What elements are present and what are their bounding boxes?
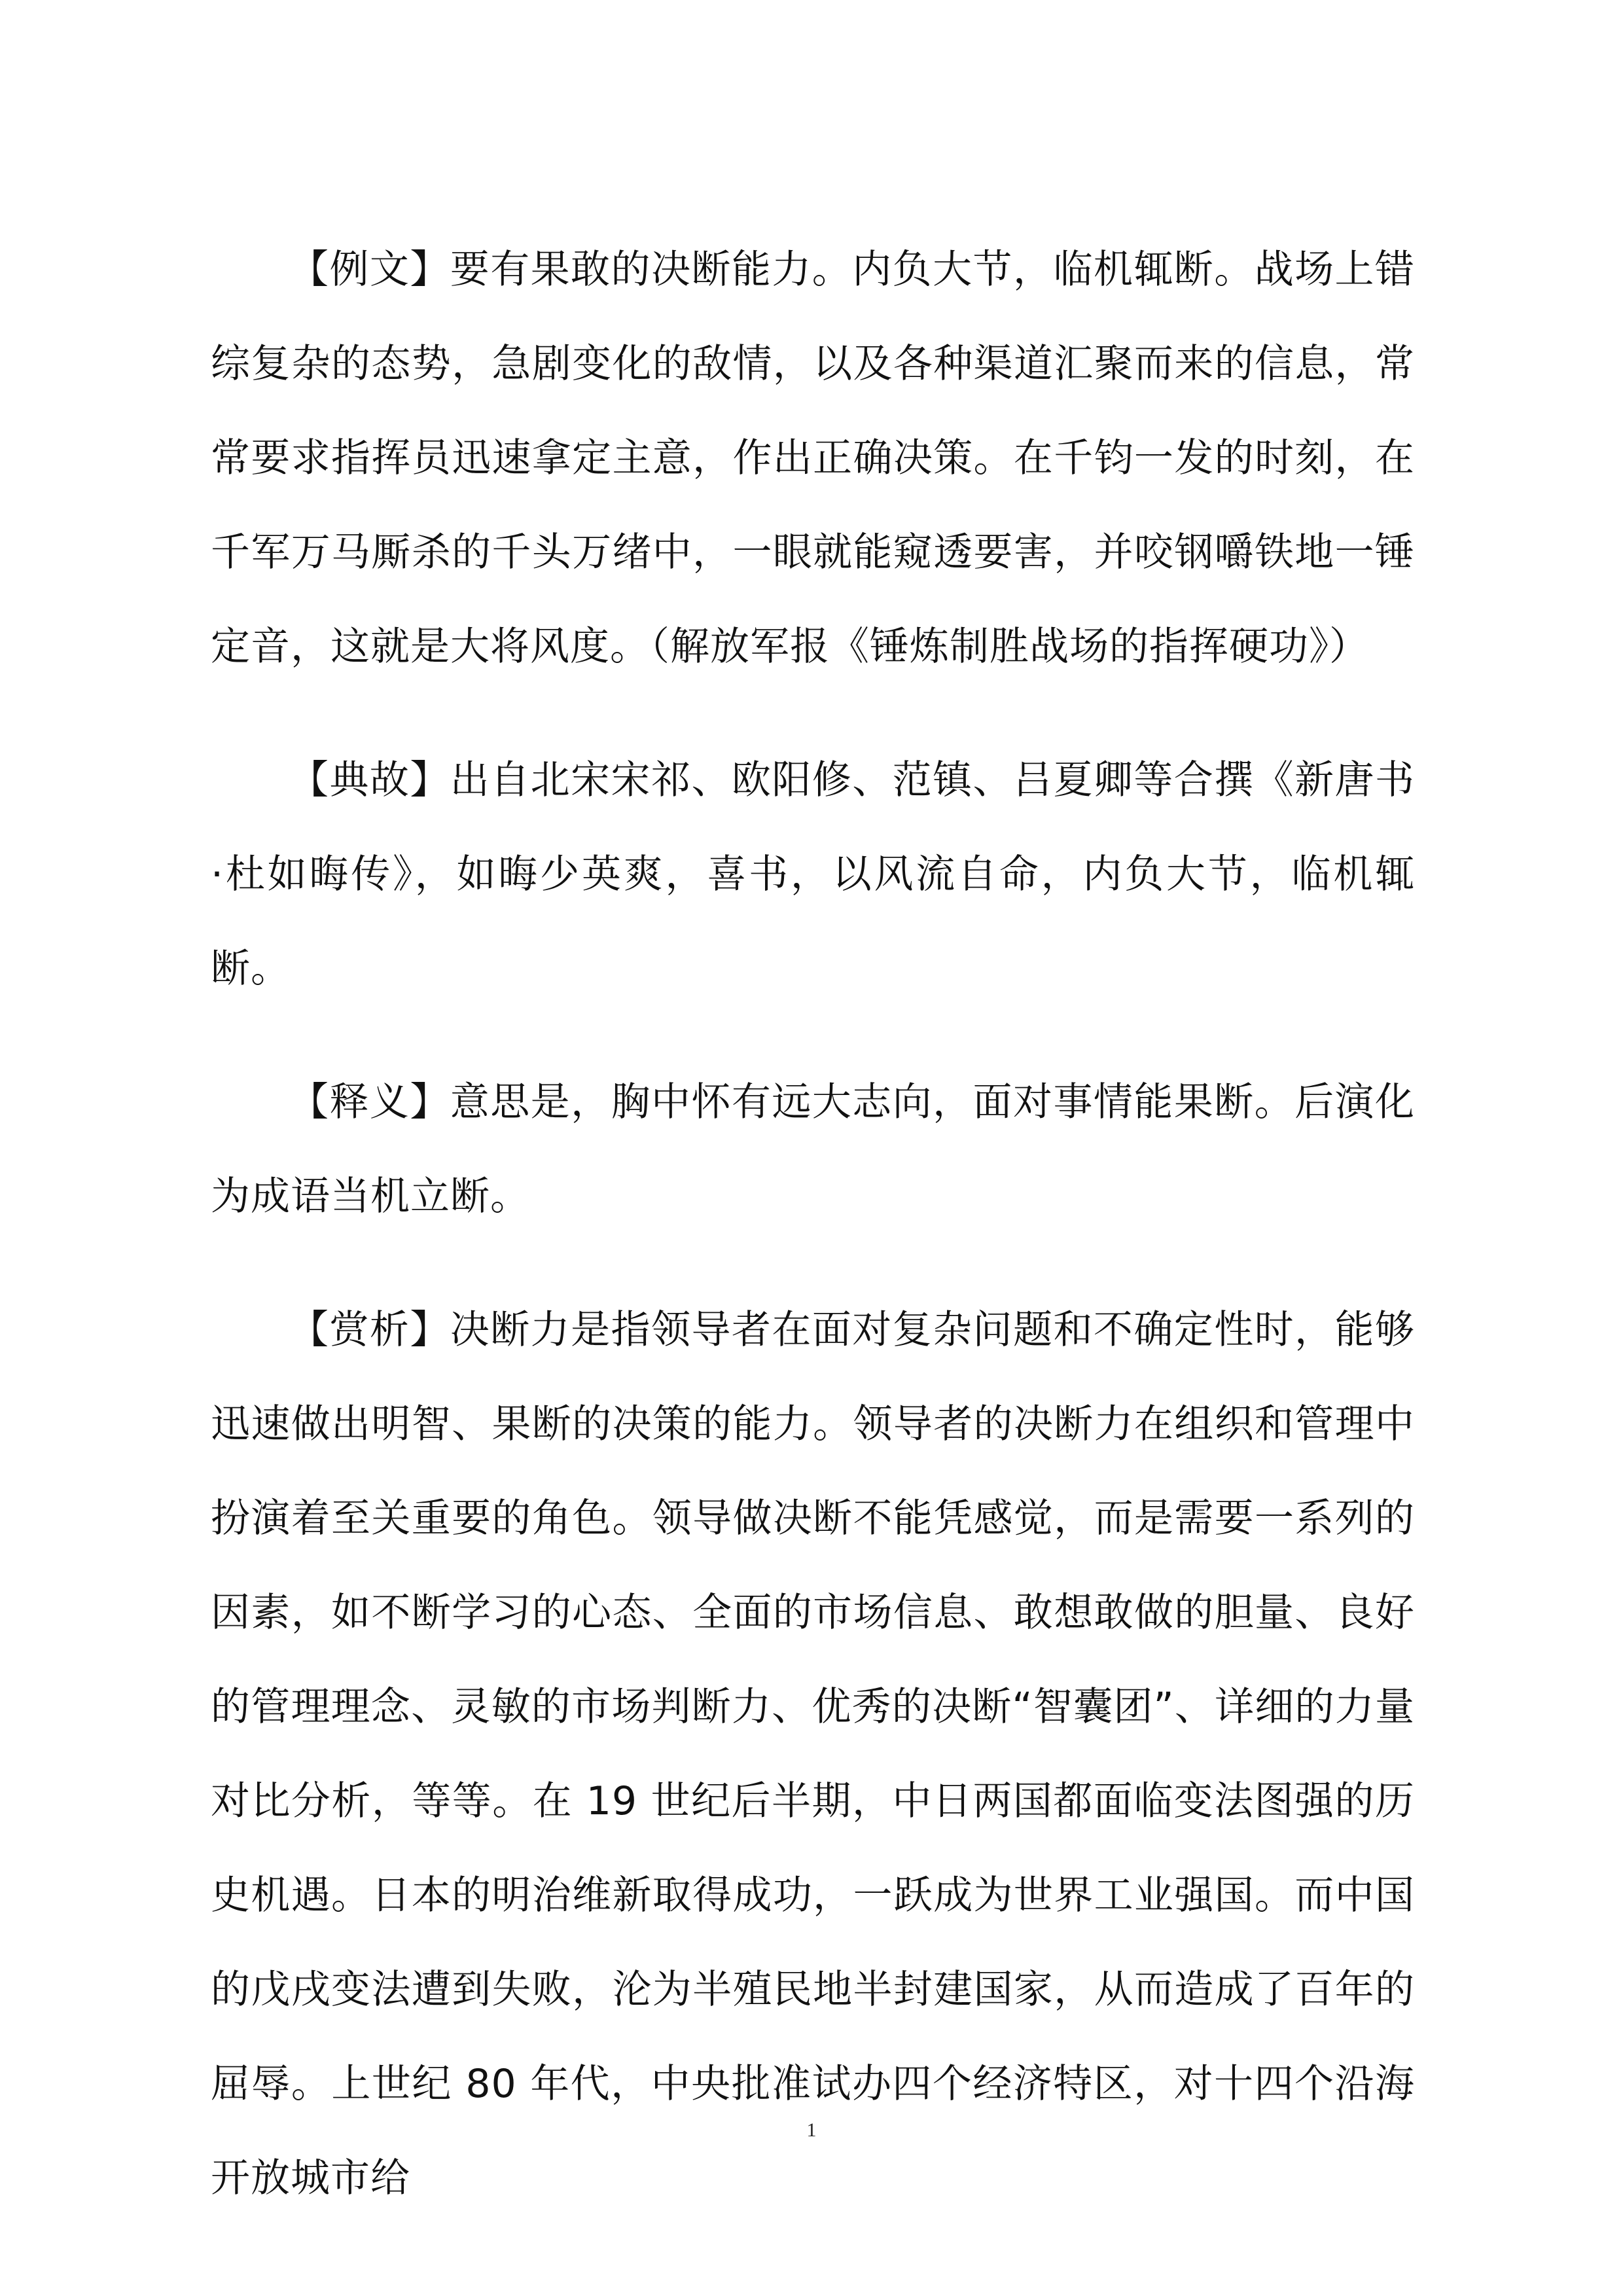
document-body xyxy=(211,223,1415,2265)
paragraph-allusion: 【典故】出自北宋宋祁、欧阳修、范镇、吕夏卿等合撰《新唐书·杜如晦传》，如晦少英爽，喜书，以风流自命，内负大节，临机辄断。 xyxy=(211,757,1415,992)
page-number: 1 xyxy=(806,2119,817,2141)
paragraph-example: 【例文】要有果敢的决断能力。内负大节，临机辄断。战场上错综复杂的态势，急剧变化的敌情，以及各种渠道汇聚而来的信息，常常要求指挥员迅速拿定主意，作出正确决策。在千钧一发的时刻，在千军万马厮杀的千头万绪中，一眼就能窥透要害，并咬钢嚼铁地一锤定音，这就是大将风度。（解放军报《锤炼制胜战场的指挥硬功》） xyxy=(211,247,1415,670)
paragraph-analysis: 【赏析】决断力是指领导者在面对复杂问题和不确定性时，能够迅速做出明智、果断的决策的能力。领导者的决断力在组织和管理中扮演着至关重要的角色。领导做决断不能凭感觉，而是需要一系列的因素，如不断学习的心态、全面的市场信息、敢想敢做的胆量、良好的管理理念、灵敏的市场判断力、优秀的决断“智囊团”、详细的力量对比分析，等等。在 19 世纪后半期，中日两国都面临变法图强的历史机遇。日本的明治维新取得成功，一跃成为世界工业强国。而中国的戊戌变法遭到失败，沦为半殖民地半封建国家，从而造成了百年的屈辱。上世纪 80 年代，中央批准试办四个经济特区，对十四个沿海开放城市给 xyxy=(211,1307,1415,2201)
paragraph-meaning: 【释义】意思是，胸中怀有远大志向，面对事情能果断。后演化为成语当机立断。 xyxy=(211,1079,1415,1219)
